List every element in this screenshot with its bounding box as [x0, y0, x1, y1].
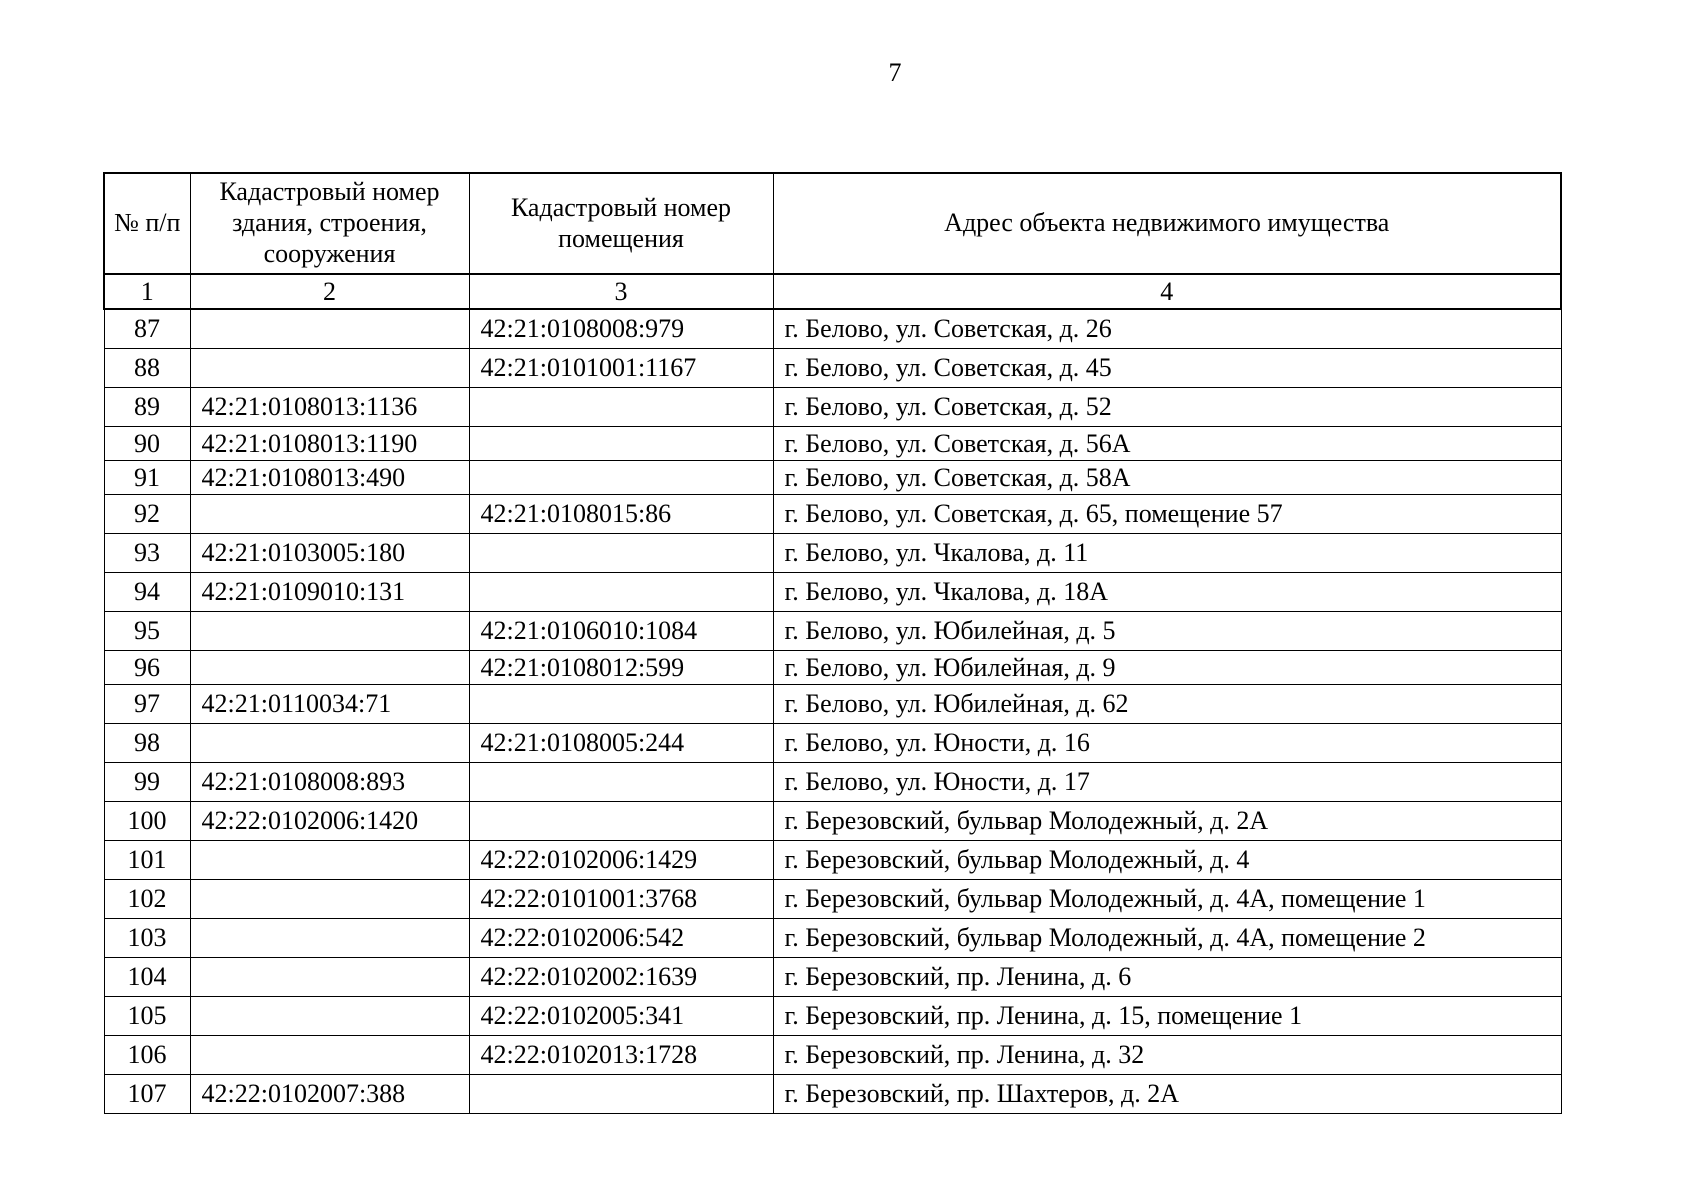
- premises-cadastral-number: [469, 802, 773, 841]
- table-row: [104, 612, 1561, 651]
- table-row: [104, 802, 1561, 841]
- building-cadastral-number: [190, 612, 469, 651]
- row-number: 87: [104, 309, 190, 349]
- row-number: 105: [104, 997, 190, 1036]
- building-cadastral-number: [190, 841, 469, 880]
- premises-cadastral-number: [469, 427, 773, 461]
- table-row: [104, 651, 1561, 685]
- row-number: 95: [104, 612, 190, 651]
- premises-cadastral-number: 42:21:0108015:86: [469, 495, 773, 534]
- row-number: 94: [104, 573, 190, 612]
- column-number: 3: [469, 274, 773, 309]
- building-cadastral-number: 42:22:0102007:388: [190, 1075, 469, 1114]
- building-cadastral-number: 42:21:0109010:131: [190, 573, 469, 612]
- building-cadastral-number: [190, 958, 469, 997]
- table-row: [104, 880, 1561, 919]
- premises-cadastral-number: [469, 1075, 773, 1114]
- table-header: [104, 173, 1561, 309]
- row-number: 97: [104, 685, 190, 724]
- row-number: 93: [104, 534, 190, 573]
- property-address: г. Белово, ул. Чкалова, д. 18А: [773, 573, 1561, 612]
- property-address: г. Березовский, бульвар Молодежный, д. 4А, помещение 2: [773, 919, 1561, 958]
- header-number: № п/п: [104, 173, 190, 274]
- row-number: 96: [104, 651, 190, 685]
- column-number: 2: [190, 274, 469, 309]
- table-row: [104, 461, 1561, 495]
- row-number: 102: [104, 880, 190, 919]
- building-cadastral-number: 42:21:0103005:180: [190, 534, 469, 573]
- premises-cadastral-number: 42:22:0102006:1429: [469, 841, 773, 880]
- premises-cadastral-number: 42:21:0108008:979: [469, 309, 773, 349]
- property-address: г. Белово, ул. Советская, д. 56А: [773, 427, 1561, 461]
- row-number: 106: [104, 1036, 190, 1075]
- header-building-cadastral: Кадастровый номер здания, строения, сооружения: [190, 173, 469, 274]
- property-address: г. Белово, ул. Чкалова, д. 11: [773, 534, 1561, 573]
- premises-cadastral-number: 42:21:0108012:599: [469, 651, 773, 685]
- premises-cadastral-number: 42:22:0101001:3768: [469, 880, 773, 919]
- property-address: г. Березовский, пр. Шахтеров, д. 2А: [773, 1075, 1561, 1114]
- premises-cadastral-number: 42:22:0102006:542: [469, 919, 773, 958]
- row-number: 99: [104, 763, 190, 802]
- table-row: [104, 495, 1561, 534]
- table-row: [104, 534, 1561, 573]
- property-address: г. Белово, ул. Юбилейная, д. 5: [773, 612, 1561, 651]
- header-row: [104, 173, 1561, 274]
- property-address: г. Белово, ул. Советская, д. 65, помещение 57: [773, 495, 1561, 534]
- table-row: [104, 685, 1561, 724]
- table-row: [104, 841, 1561, 880]
- premises-cadastral-number: [469, 573, 773, 612]
- header-premises-cadastral: Кадастровый номер помещения: [469, 173, 773, 274]
- premises-cadastral-number: 42:21:0108005:244: [469, 724, 773, 763]
- header-address: Адрес объекта недвижимого имущества: [773, 173, 1561, 274]
- column-number: 4: [773, 274, 1561, 309]
- building-cadastral-number: 42:22:0102006:1420: [190, 802, 469, 841]
- table-row: [104, 1036, 1561, 1075]
- property-address: г. Белово, ул. Юности, д. 17: [773, 763, 1561, 802]
- table-row: [104, 309, 1561, 349]
- table-row: [104, 919, 1561, 958]
- building-cadastral-number: [190, 997, 469, 1036]
- building-cadastral-number: 42:21:0108013:1190: [190, 427, 469, 461]
- premises-cadastral-number: 42:22:0102002:1639: [469, 958, 773, 997]
- premises-cadastral-number: [469, 763, 773, 802]
- property-address: г. Белово, ул. Советская, д. 58А: [773, 461, 1561, 495]
- row-number: 104: [104, 958, 190, 997]
- property-address: г. Белово, ул. Советская, д. 52: [773, 388, 1561, 427]
- row-number: 101: [104, 841, 190, 880]
- property-address: г. Березовский, пр. Ленина, д. 6: [773, 958, 1561, 997]
- premises-cadastral-number: [469, 534, 773, 573]
- premises-cadastral-number: [469, 461, 773, 495]
- row-number: 98: [104, 724, 190, 763]
- column-number-row: [104, 274, 1561, 309]
- row-number: 103: [104, 919, 190, 958]
- table-body: [104, 309, 1561, 1114]
- building-cadastral-number: [190, 651, 469, 685]
- premises-cadastral-number: 42:22:0102013:1728: [469, 1036, 773, 1075]
- property-address: г. Березовский, бульвар Молодежный, д. 4: [773, 841, 1561, 880]
- table-row: [104, 427, 1561, 461]
- property-address: г. Березовский, пр. Ленина, д. 32: [773, 1036, 1561, 1075]
- table-row: [104, 763, 1561, 802]
- building-cadastral-number: [190, 1036, 469, 1075]
- premises-cadastral-number: [469, 685, 773, 724]
- table-row: [104, 349, 1561, 388]
- property-address: г. Березовский, бульвар Молодежный, д. 4А, помещение 1: [773, 880, 1561, 919]
- table-row: [104, 997, 1561, 1036]
- table-row: [104, 724, 1561, 763]
- row-number: 91: [104, 461, 190, 495]
- property-address: г. Березовский, пр. Ленина, д. 15, помещение 1: [773, 997, 1561, 1036]
- building-cadastral-number: [190, 880, 469, 919]
- property-registry-table: [103, 172, 1562, 1114]
- premises-cadastral-number: [469, 388, 773, 427]
- row-number: 107: [104, 1075, 190, 1114]
- premises-cadastral-number: 42:21:0101001:1167: [469, 349, 773, 388]
- table-row: [104, 388, 1561, 427]
- page-number: 7: [888, 58, 902, 87]
- row-number: 89: [104, 388, 190, 427]
- row-number: 100: [104, 802, 190, 841]
- property-address: г. Белово, ул. Юности, д. 16: [773, 724, 1561, 763]
- column-number: 1: [104, 274, 190, 309]
- row-number: 92: [104, 495, 190, 534]
- building-cadastral-number: [190, 309, 469, 349]
- building-cadastral-number: [190, 349, 469, 388]
- premises-cadastral-number: 42:22:0102005:341: [469, 997, 773, 1036]
- building-cadastral-number: [190, 724, 469, 763]
- building-cadastral-number: 42:21:0108008:893: [190, 763, 469, 802]
- row-number: 90: [104, 427, 190, 461]
- property-address: г. Березовский, бульвар Молодежный, д. 2А: [773, 802, 1561, 841]
- building-cadastral-number: 42:21:0110034:71: [190, 685, 469, 724]
- property-address: г. Белово, ул. Советская, д. 26: [773, 309, 1561, 349]
- property-address: г. Белово, ул. Юбилейная, д. 9: [773, 651, 1561, 685]
- premises-cadastral-number: 42:21:0106010:1084: [469, 612, 773, 651]
- table-row: [104, 1075, 1561, 1114]
- building-cadastral-number: 42:21:0108013:490: [190, 461, 469, 495]
- building-cadastral-number: 42:21:0108013:1136: [190, 388, 469, 427]
- building-cadastral-number: [190, 495, 469, 534]
- property-address: г. Белово, ул. Юбилейная, д. 62: [773, 685, 1561, 724]
- table-row: [104, 573, 1561, 612]
- row-number: 88: [104, 349, 190, 388]
- table-row: [104, 958, 1561, 997]
- building-cadastral-number: [190, 919, 469, 958]
- property-address: г. Белово, ул. Советская, д. 45: [773, 349, 1561, 388]
